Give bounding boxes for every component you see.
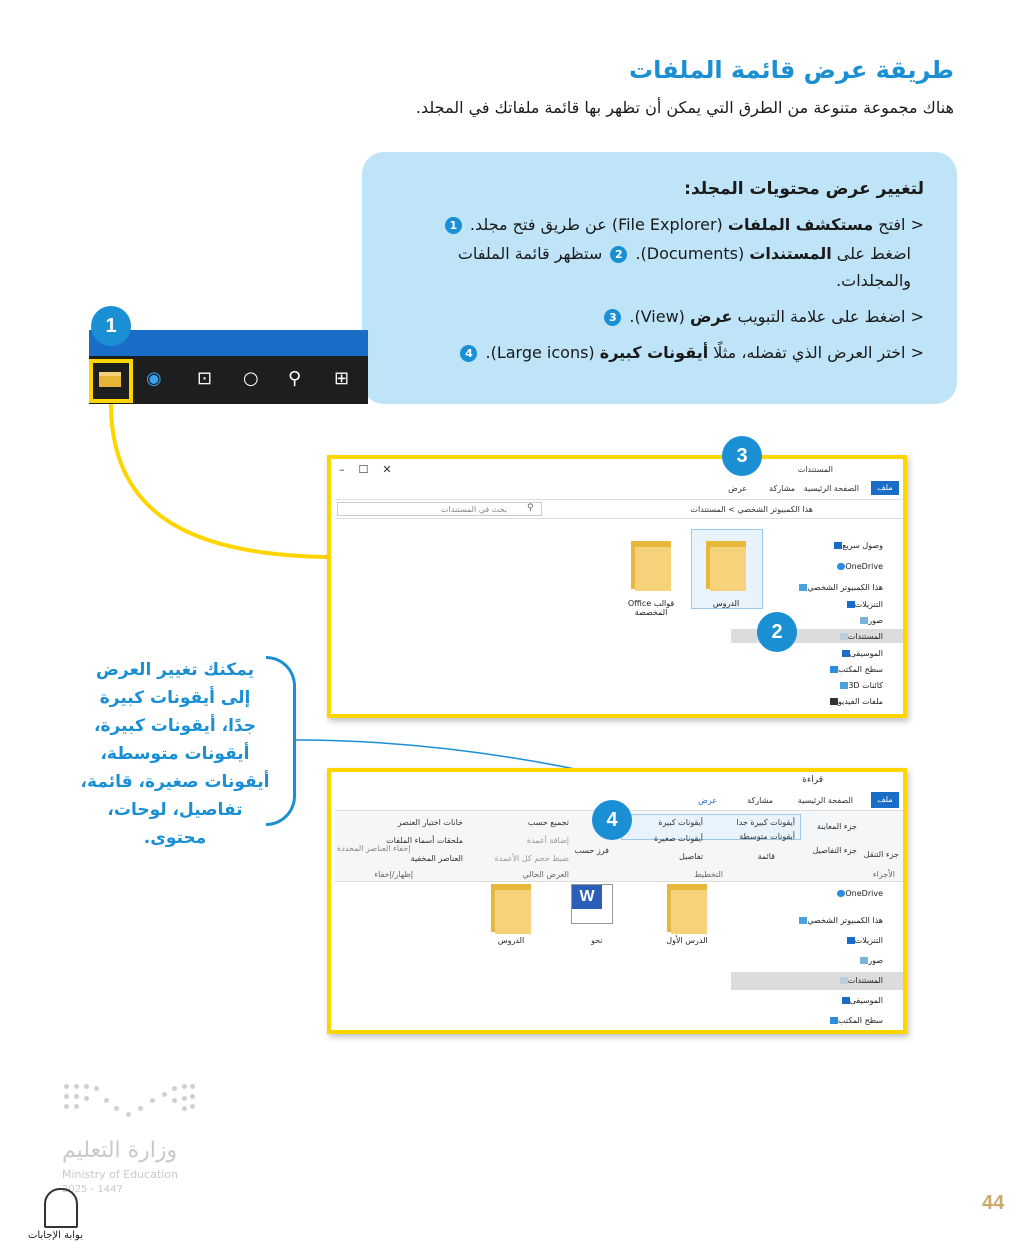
window-controls[interactable]: ✕ ☐ – [339,463,392,476]
layout-small[interactable]: أيقونات صغيرة [653,834,703,843]
step-number-3: 3 [604,309,621,326]
nav2-desktop[interactable]: سطح المكتب [826,1016,883,1025]
word-document-icon[interactable]: W [571,884,613,924]
show-hidden-items[interactable]: العناصر المخفية [410,854,463,863]
tab-share[interactable]: مشاركة [769,484,795,493]
current-add-columns[interactable]: إضافة أعمدة [526,836,569,845]
step-2-continued: والمجلدات. [836,271,911,290]
explorer-window-documents: ✕ ☐ – المستندات ملف الصفحة الرئيسية مشاركة عرض هذا الكمبيوتر الشخصي > المستندات بحث في المستندات ⚲ وصول سريع OneDrive هذا الكمبيوتر الشخصي التنزيلات صور المستندات الموسيقى سطح المكتب كائنات 3D ملفات الفيديو الدروس قوالب Office المخصصة [327,455,907,718]
view-options-note: يمكنك تغيير العرض إلى أيقونات كبيرة جدًا، أيقونات كبيرة، أيقونات متوسطة، أيقونات صغيرة، قائمة، تفاصيل، لوحات، محتوى. [80,660,270,848]
group-current-view: العرض الحالي [522,870,569,879]
step-3: < اضغط على علامة التبويب عرض (View). 3 [601,307,924,326]
callout-2: 2 [757,612,797,652]
callout-3: 3 [722,436,762,476]
task-view-icon[interactable]: ⊡ [197,368,213,389]
nav-onedrive[interactable]: OneDrive [833,562,883,571]
tab-file-2[interactable]: ملف [871,792,899,808]
ribbon-details-pane[interactable]: جزء التفاصيل [812,846,857,855]
current-size-columns[interactable]: ضبط حجم كل الأعمدة [494,854,569,863]
nav-this-pc[interactable]: هذا الكمبيوتر الشخصي [795,583,883,592]
nav2-documents[interactable]: المستندات [836,976,883,985]
ministry-name-en: Ministry of Education [62,1168,179,1181]
nav-downloads[interactable]: التنزيلات [843,600,883,609]
step-number-1: 1 [445,217,462,234]
cortana-icon[interactable]: ○ [243,368,259,389]
search-placeholder: بحث في المستندات [441,505,508,514]
nav-3d-objects[interactable]: كائنات 3D [836,681,883,690]
step-number-2: 2 [610,246,627,263]
nav-documents[interactable]: المستندات [836,632,883,641]
edge-icon[interactable]: ◉ [146,368,162,389]
group-show-hide: إظهار/إخفاء [374,870,413,879]
group-panes: الأجزاء [872,870,895,879]
step-number-4: 4 [460,345,477,362]
show-file-extensions[interactable]: ملحقات أسماء الملفات [386,836,463,845]
callout-1: 1 [91,306,131,346]
site-name: بوابة الإجابات [28,1230,84,1241]
tab-view-2[interactable]: عرض [698,796,717,805]
breadcrumb[interactable]: هذا الكمبيوتر الشخصي > المستندات [690,505,813,514]
tab-view[interactable]: عرض [728,484,747,493]
layout-extra-large[interactable]: أيقونات كبيرة جدا [736,818,795,827]
current-group-by[interactable]: تجميع حسب [527,818,569,827]
show-item-checkboxes[interactable]: خانات اختيار العنصر [397,818,463,827]
nav2-downloads[interactable]: التنزيلات [843,936,883,945]
nav2-music[interactable]: الموسيقى [838,996,883,1005]
instructions-heading: لتغيير عرض محتويات المجلد: [684,179,924,199]
tab-share-2[interactable]: مشاركة [747,796,773,805]
nav-quick-access[interactable]: وصول سريع [830,541,883,550]
ribbon-preview-pane[interactable]: جزء المعاينة [816,822,857,831]
ministry-logo-icon [62,1082,196,1122]
search-input[interactable] [337,502,542,516]
layout-medium[interactable]: أيقونات متوسطة [739,832,795,841]
nav-desktop[interactable]: سطح المكتب [826,665,883,674]
note-bracket [266,656,296,826]
step-1: < افتح مستكشف الملفات (File Explorer) عن طريق فتح مجلد. 1 [442,215,924,234]
ribbon-navigation-pane[interactable]: جزء التنقل [863,850,899,859]
step-4: < اختر العرض الذي تفضله، مثلًا أيقونات كبيرة (Large icons). 4 [457,343,924,362]
step-2: اضغط على المستندات (Documents). 2 ستظهر قائمة الملفات [457,244,911,263]
edition-year: 2025 - 1447 [62,1184,123,1195]
current-sort-by[interactable]: فرز حسب [574,846,609,855]
explorer-window-reading: قراءة ملف الصفحة الرئيسية مشاركة عرض جزء التنقل جزء المعاينة جزء التفاصيل أيقونات كبيرة جدا أيقونات كبيرة أيقونات متوسطة أيقونات صغيرة قائمة تفاصيل تجميع حسب إضافة أعمدة ضبط حجم كل الأعمدة فرز حسب خانات اختيار العنصر ملحقات أسماء الملفات العناصر المخفية إخفاء العناصر المحددة الأجزاء التخطيط العرض الحالي إظهار/إخفاء OneDrive هذا الكمبيوتر الشخصي التنزيلات صور المستندات الموسيقى سطح المكتب الدرس الأول W نحو الدروس [327,768,907,1034]
nav2-pictures[interactable]: صور [856,956,883,965]
nav2-onedrive[interactable]: OneDrive [833,889,883,898]
layout-details[interactable]: تفاصيل [679,852,703,861]
layout-large[interactable]: أيقونات كبيرة [658,818,703,827]
tab-file[interactable]: ملف [871,481,899,495]
tab-home[interactable]: الصفحة الرئيسية [803,484,859,493]
nav-music[interactable]: الموسيقى [838,649,883,658]
nav-videos[interactable]: ملفات الفيديو [826,697,883,706]
start-icon[interactable]: ⊞ [334,368,350,389]
ministry-name-ar: وزارة التعليم [62,1138,178,1163]
window-title: المستندات [797,465,833,474]
window-title-2: قراءة [802,775,823,785]
hide-selected-items[interactable]: إخفاء العناصر المحددة [337,844,411,853]
site-logo-icon [44,1188,78,1228]
nav-pictures[interactable]: صور [856,616,883,625]
search-icon[interactable]: ⚲ [288,368,302,389]
page-number: 44 [982,1192,1005,1214]
item-grammar[interactable]: نحو [591,936,603,945]
search-icon-small: ⚲ [527,503,534,513]
callout-4: 4 [592,800,632,840]
group-layout: التخطيط [694,870,723,879]
nav2-this-pc[interactable]: هذا الكمبيوتر الشخصي [795,916,883,925]
layout-list[interactable]: قائمة [757,852,775,861]
page-title: طريقة عرض قائمة الملفات [629,56,954,84]
intro-text: هناك مجموعة متنوعة من الطرق التي يمكن أن تظهر بها قائمة ملفاتك في المجلد. [415,98,954,117]
tab-home-2[interactable]: الصفحة الرئيسية [797,796,853,805]
